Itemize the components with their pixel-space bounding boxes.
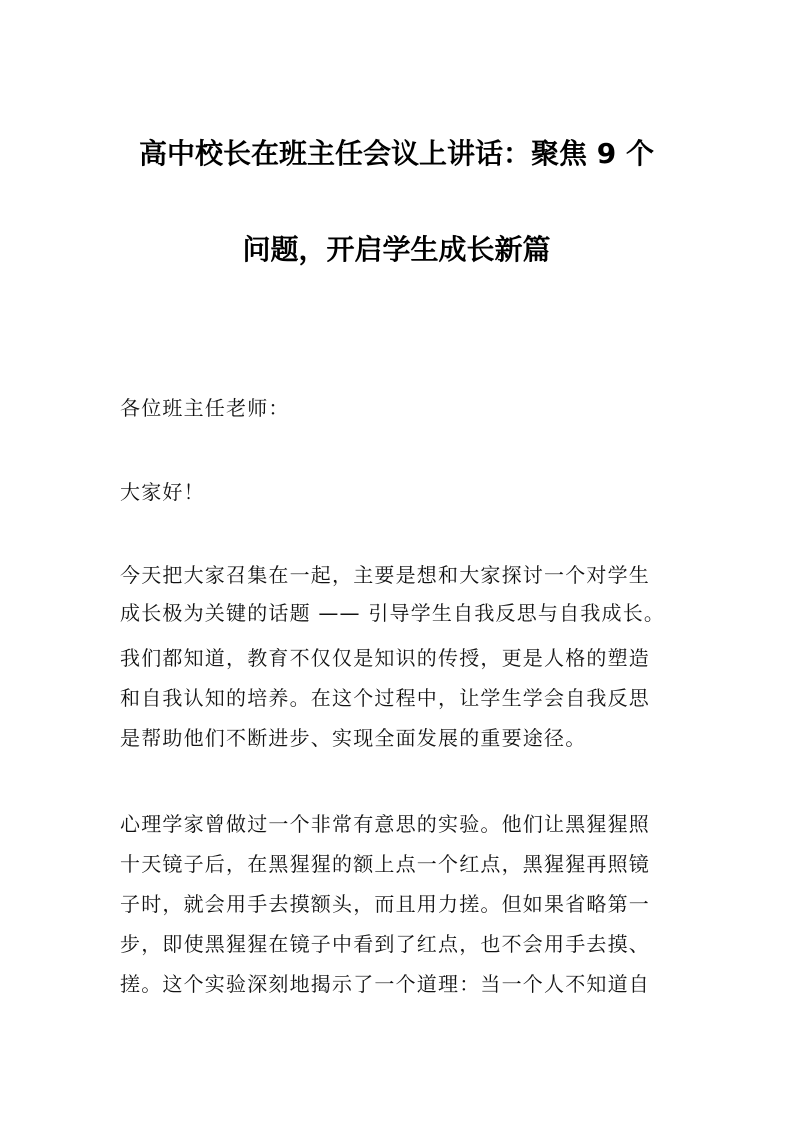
salutation: 各位班主任老师： <box>120 396 290 420</box>
paragraph-line: 十天镜子后，在黑猩猩的额上点一个红点，黑猩猩再照镜 <box>120 852 650 876</box>
paragraph-line: 今天把大家召集在一起，主要是想和大家探讨一个对学生 <box>120 563 650 587</box>
paragraph-line: 子时，就会用手去摸额头，而且用力搓。但如果省略第一 <box>120 892 650 916</box>
paragraph-line: 是帮助他们不断进步、实现全面发展的重要途径。 <box>120 726 587 750</box>
paragraph-line: 步，即使黑猩猩在镜子中看到了红点，也不会用手去摸、 <box>120 932 650 956</box>
document-title-line-2: 问题，开启学生成长新篇 <box>242 233 551 266</box>
greeting: 大家好！ <box>120 480 205 504</box>
paragraph-line: 心理学家曾做过一个非常有意思的实验。他们让黑猩猩照 <box>120 812 650 836</box>
paragraph-line: 我们都知道，教育不仅仅是知识的传授，更是人格的塑造 <box>120 646 650 670</box>
paragraph-line: 成长极为关键的话题 —— 引导学生自我反思与自我成长。 <box>120 601 666 625</box>
document-title-line-1: 高中校长在班主任会议上讲话：聚焦 9 个 <box>139 137 654 170</box>
paragraph-line: 和自我认知的培养。在这个过程中，让学生学会自我反思 <box>120 686 650 710</box>
paragraph-line: 搓。这个实验深刻地揭示了一个道理：当一个人不知道自 <box>120 972 650 996</box>
